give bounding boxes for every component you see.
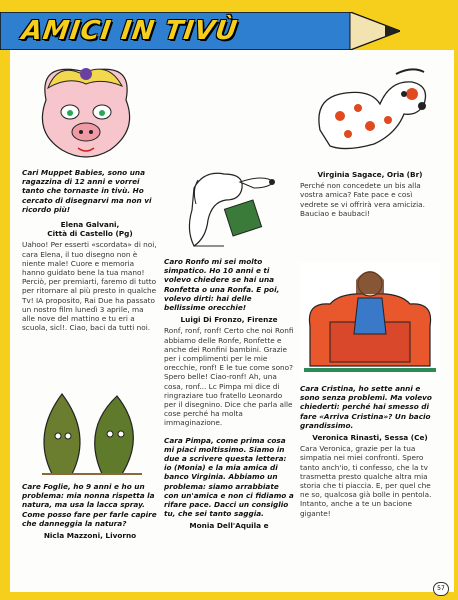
dalmatian-drawing xyxy=(300,60,440,164)
muppet-babies-drawing xyxy=(18,60,154,165)
letter-1-reply: Uahoo! Per esserti «scordata» di noi, cara Elena, il tuo disegno non è niente male! Cuore e memoria hanno guidato bene la tua mano! Perciò, per premiarti, faremo di tutto per ritornare al più presto in qualche Tv! IA proposito, Rai Due ha passato un nostro film lunedì 3 aprile, ma alle nove del mattino e tu eri a scuola, sicl!. Ciao, baci da tutti noi. xyxy=(22,240,157,333)
column-2-middle xyxy=(164,257,294,531)
letter-1-signature-name: Elena Galvani, xyxy=(60,220,120,230)
letter-1-signature-city: Città di Castello (Pg) xyxy=(47,229,133,239)
letter-3-reply: Ronf, ronf, ronf! Certo che noi Ronfi abbiamo delle Ronfe, Ronfette e anche dei Ronfini bambini. Grazie per i complimenti per le mie orecchie, ronf! E le tue come sono? Spero belle! Ciao-ronf! Ah, una cosa, ronf... Lc Pimpa mi dice di ringraziare tuo fratello Leonardo per il disegnino. Dice che parla alle cose perché ha molta immaginazione. xyxy=(164,326,294,428)
letter-4-signature: Monia Dell'Aquila e xyxy=(189,521,269,531)
dog-reading-drawing xyxy=(164,160,294,252)
letter-6-reply: Cara Veronica, grazie per la tua simpatia nei miei confronti. Spero tanto anch'io, ti confesso, che la tv trasmetta presto qualche altra mia storia che ti piaccia. E, per quel che ne so, qualcosa già bolle in pentola. Intanto, anche a te un bacione gigante! xyxy=(300,444,432,518)
page-number: 57 xyxy=(433,582,449,596)
letter-3-question: Caro Ronfo mi sei molto simpatico. Ho 10 anni e ti volevo chiedere se hai una Ronfetta o una Ronfa. E poi, volevo dirti: hai delle bellissime orecchie! xyxy=(164,257,280,313)
two-leaves-drawing xyxy=(22,384,158,479)
letter-4-question: Cara Pimpa, come prima cosa mi piaci moltissimo. Siamo in due a scrivere questa lettera: io (Monia) e la mia amica di banco Virginia. Abbiamo un problema: siamo arrabbiate con un'amica e non ci fidiamo a rifare pace. Dacci un consiglio tu, che sei tanto saggia. xyxy=(164,435,294,519)
column-3-bottom xyxy=(300,384,440,518)
letter-2-question: Care Foglie, ho 9 anni e ho un problema: mia nonna rispetta la natura, ma usa la lacca spray. Come posso fare per farle capire che danneggia la natura? xyxy=(22,482,157,528)
column-1-bottom xyxy=(22,482,158,540)
letter-6-signature: Veronica Rinasti, Sessa (Ce) xyxy=(312,433,428,443)
letter-3-signature: Luigi Di Fronzo, Firenze xyxy=(180,315,278,325)
letter-1-question: Cari Muppet Babies, sono una ragazzina di 12 anni e vorrei tanto che tornaste in tivù. Ho cercato di disegnarvi ma non vi ricordo più! xyxy=(22,168,152,214)
letter-5-signature: Virginia Sagace, Oria (Br) xyxy=(317,170,423,179)
column-3-top xyxy=(300,170,440,218)
letter-2-signature: Nicla Mazzoni, Livorno xyxy=(43,531,137,541)
page-title: AMICI IN TIVÙ xyxy=(19,16,240,46)
girl-in-armchair-drawing xyxy=(300,262,440,380)
letter-6-question: Cara Cristina, ho sette anni e sono senza problemi. Ma volevo chiederti: perché hai smesso di fare «Arriva Cristina»? Un bacio grandissimo. xyxy=(300,384,432,430)
letter-5-reply: Perché non concedete un bis alla vostra amica? Fate pace e così vedrete se vi offrirà vera amicizia. Bauciao e baubaci! xyxy=(300,181,425,218)
column-1 xyxy=(22,168,158,332)
